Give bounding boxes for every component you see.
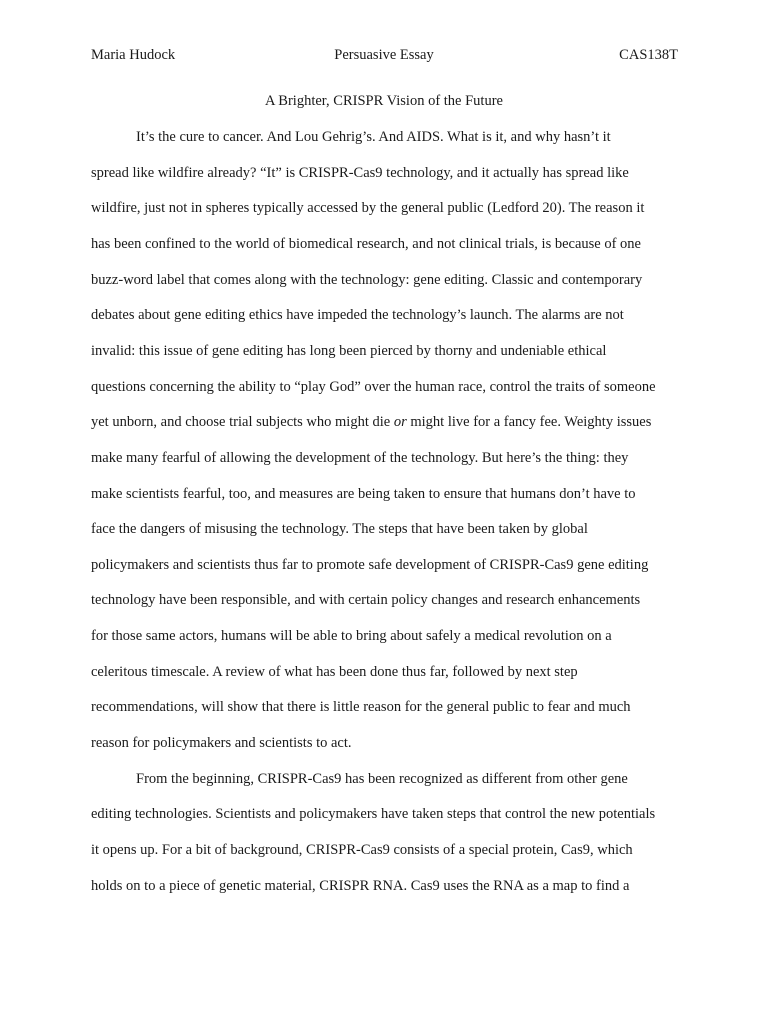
body-line: policymakers and scientists thus far to promote safe development of CRISPR-Cas9 gene editing [91,556,649,573]
body-line: make many fearful of allowing the development of the technology. But here’s the thing: they [91,449,629,466]
body-line: editing technologies. Scientists and policymakers have taken steps that control the new potentials [91,806,656,823]
body-line: technology have been responsible, and with certain policy changes and research enhancements [91,592,641,609]
body-line: reason for policymakers and scientists to act. [91,735,352,752]
body-line: face the dangers of misusing the technology. The steps that have been taken by global [91,521,588,538]
body-line: It’s the cure to cancer. And Lou Gehrig’s. And AIDS. What is it, and why hasn’t it [136,129,611,145]
body-line: has been confined to the world of biomedical research, and not clinical trials, is because of one [91,235,641,252]
body-line: it opens up. For a bit of background, CRISPR-Cas9 consists of a special protein, Cas9, which [91,842,633,858]
body-line: invalid: this issue of gene editing has long been pierced by thorny and undeniable ethical [91,342,607,359]
body-line: debates about gene editing ethics have impeded the technology’s launch. The alarms are not [91,307,624,324]
header-course: CAS138T [619,47,678,63]
body-line: buzz-word label that comes along with the technology: gene editing. Classic and contemporary [91,271,643,288]
body-line: questions concerning the ability to “play God” over the human race, control the traits of someone [91,378,656,395]
header-author: Maria Hudock [91,47,176,63]
body-line: celeritous timescale. A review of what has been done thus far, followed by next step [91,663,578,680]
body-line: From the beginning, CRISPR-Cas9 has been recognized as different from other gene [136,770,628,787]
header-doc-type: Persuasive Essay [334,47,434,63]
body-line: wildfire, just not in spheres typically accessed by the general public (Ledford 20). The reason it [91,200,645,217]
body-line: recommendations, will show that there is little reason for the general public to fear and much [91,699,631,716]
body-line: yet unborn, and choose trial subjects who might die or might live for a fancy fee. Weighty issues [91,414,652,431]
body-line: make scientists fearful, too, and measures are being taken to ensure that humans don’t have to [91,485,636,502]
body-line: holds on to a piece of genetic material, CRISPR RNA. Cas9 uses the RNA as a map to find a [91,877,630,894]
body-line: for those same actors, humans will be able to bring about safely a medical revolution on a [91,628,612,645]
body-line: spread like wildfire already? “It” is CRISPR-Cas9 technology, and it actually has spread like [91,164,629,181]
essay-title: A Brighter, CRISPR Vision of the Future [265,93,503,109]
